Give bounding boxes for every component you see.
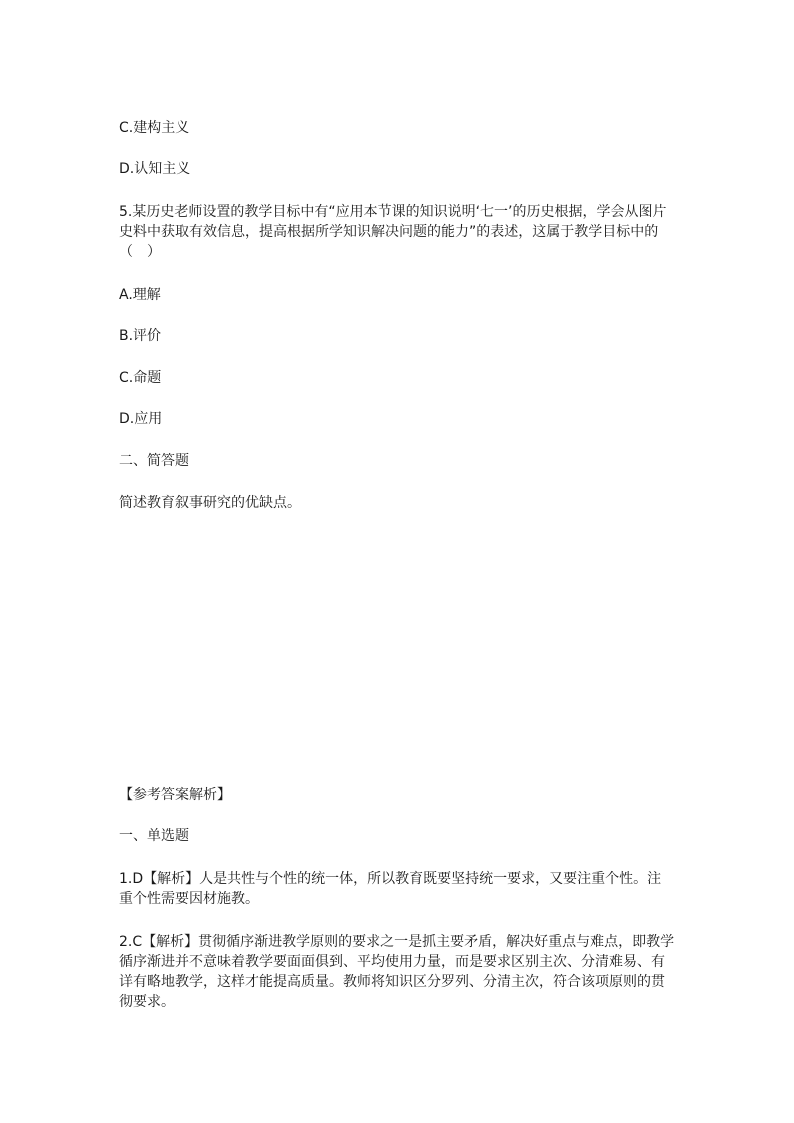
q4-option-c: C.建构主义 <box>119 120 190 136</box>
answer-2: 2.C【解析】贯彻循序渐进教学原则的要求之一是抓主要矛盾，解决好重点与难点，即教学循序渐进并不意味着教学要面面俱到、平均使用力量，而是要求区别主次、分清难易、有详有略地教学，这样才能提高质量。教师将知识区分罗列、分清主次，符合该项原则的贯彻要求。 <box>119 934 675 1010</box>
answer-1: 1.D【解析】人是共性与个性的统一体，所以教育既要坚持统一要求，又要注重个性。注重个性需要因材施教。 <box>119 871 662 907</box>
q5-option-d: D.应用 <box>119 411 163 427</box>
q5-option-a: A.理解 <box>119 287 161 303</box>
q5-stem: 5.某历史老师设置的教学目标中有“应用本节课的知识说明‘七一’的历史根据，学会从图片史料中获取有效信息，提高根据所学知识解决问题的能力”的表述，这属于教学目标中的（ ） <box>119 204 667 260</box>
short-answer-heading: 二、简答题 <box>119 453 189 469</box>
answers-heading: 【参考答案解析】 <box>119 787 231 803</box>
q5-option-b: B.评价 <box>119 328 162 344</box>
q4-option-d: D.认知主义 <box>119 161 191 177</box>
q5-option-c: C.命题 <box>119 370 162 386</box>
answers-section-heading: 一、单选题 <box>119 828 189 844</box>
short-answer-question: 简述教育叙事研究的优缺点。 <box>119 495 301 511</box>
